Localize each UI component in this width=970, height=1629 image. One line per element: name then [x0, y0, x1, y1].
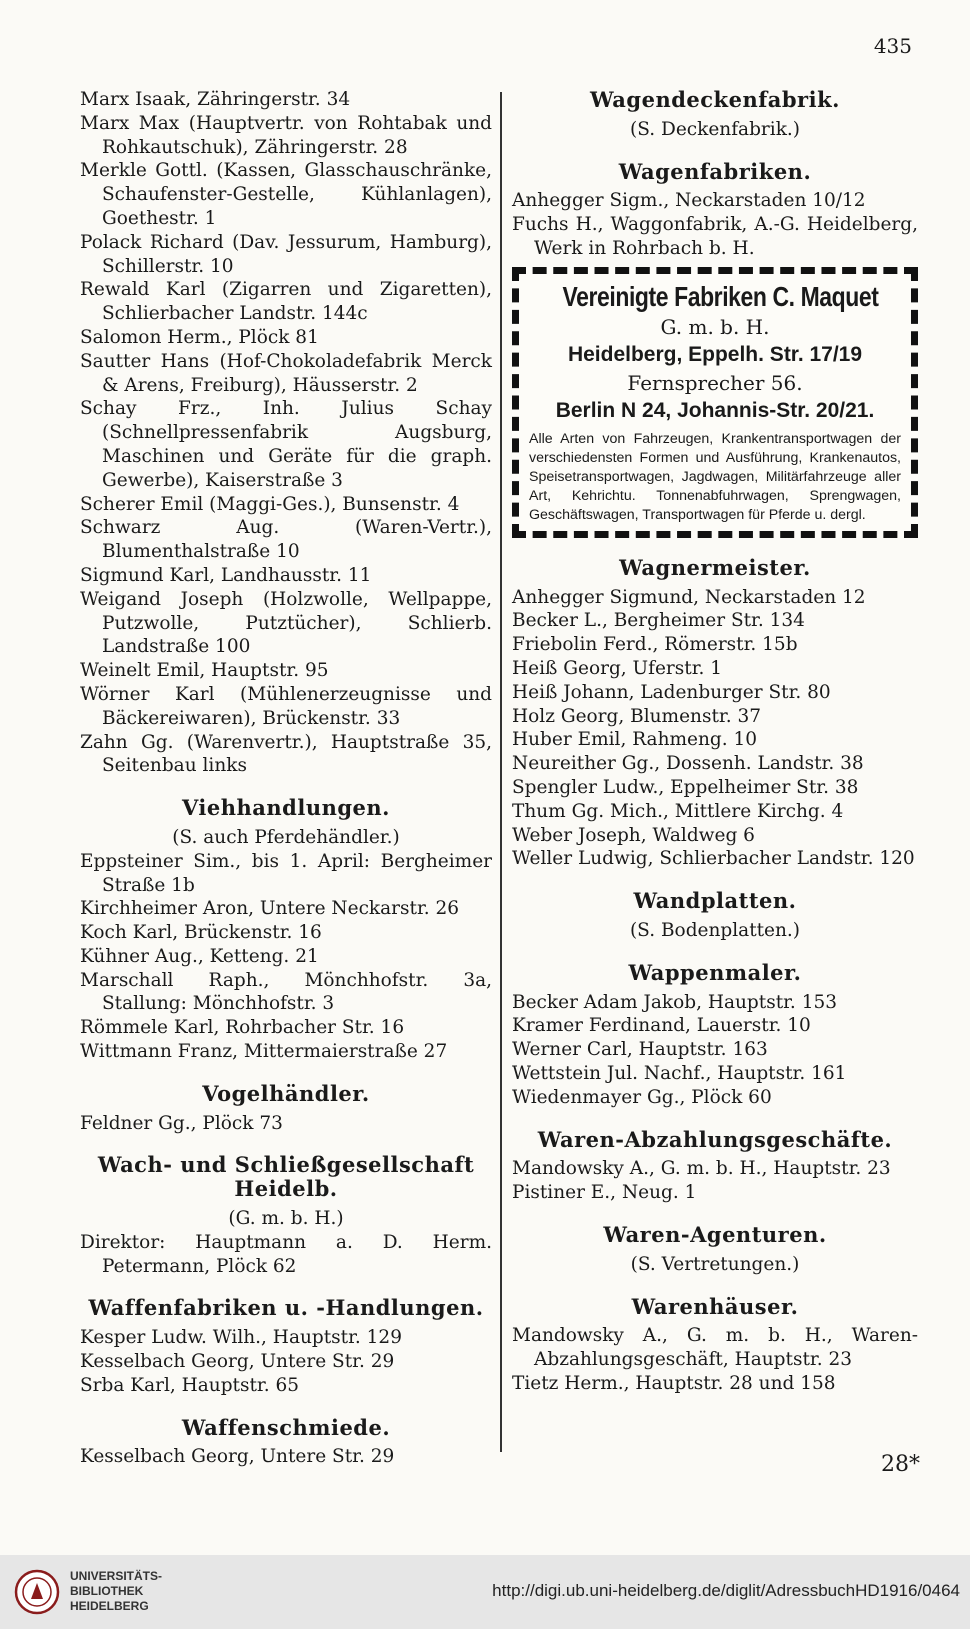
directory-entry: Holz Georg, Blumenstr. 37 — [512, 705, 762, 727]
right-column-bottom — [512, 556, 918, 1396]
directory-entry: Weller Ludwig, Schlierbacher Landstr. 120 — [512, 848, 915, 870]
section-heading: Waffenschmiede. — [181, 1414, 391, 1440]
directory-entry: Eppsteiner Sim., bis 1. April: Bergheimer Straße 1b — [80, 850, 492, 896]
directory-entry: Weber Joseph, Waldweg 6 — [512, 824, 755, 846]
directory-entry: Wettstein Jul. Nachf., Hauptstr. 161 — [512, 1062, 847, 1084]
directory-entry: Mandowsky A., G. m. b. H., Hauptstr. 23 — [512, 1158, 891, 1180]
ad-company-name: Vereinigte Fabriken C. Maquet — [562, 280, 879, 312]
directory-entry: Mandowsky A., G. m. b. H., Waren-Abzahlungsgeschäft, Hauptstr. 23 — [512, 1325, 918, 1371]
directory-entry: Fuchs H., Waggonfabrik, A.-G. Heidelberg, Werk in Rohrbach b. H. — [512, 214, 918, 259]
library-line-2: BIBLIOTHEK — [70, 1584, 144, 1598]
directory-entry: Wittmann Franz, Mittermaierstraße 27 — [80, 1041, 448, 1063]
directory-entry: Becker Adam Jakob, Hauptstr. 153 — [512, 991, 838, 1013]
directory-entry: Weinelt Emil, Hauptstr. 95 — [80, 660, 329, 682]
directory-entry: Feldner Gg., Plöck 73 — [80, 1112, 283, 1134]
section-heading: Vogelhändler. — [202, 1080, 370, 1106]
university-seal-icon — [14, 1569, 60, 1615]
directory-entry: Römmele Karl, Rohrbacher Str. 16 — [80, 1017, 405, 1039]
directory-entry: Huber Emil, Rahmeng. 10 — [512, 729, 758, 751]
source-url[interactable]: http://digi.ub.uni-heidelberg.de/diglit/AdressbuchHD1916/0464 — [492, 1581, 960, 1600]
ad-phone: Fernsprecher 56. — [627, 370, 803, 395]
directory-entry: Kesper Ludw. Wilh., Hauptstr. 129 — [80, 1327, 402, 1349]
ad-legal-form: G. m. b. H. — [660, 314, 770, 339]
directory-entry: Werner Carl, Hauptstr. 163 — [512, 1039, 768, 1061]
directory-entry: Pistiner E., Neug. 1 — [512, 1182, 697, 1204]
ad-address-berlin: Berlin N 24, Johannis-Str. 20/21. — [555, 398, 875, 422]
section-heading: Waren-Abzahlungsgeschäfte. — [537, 1126, 893, 1152]
right-column-top — [512, 88, 918, 261]
sheet-number: 28* — [881, 1452, 920, 1477]
directory-entry: Wiedenmayer Gg., Plöck 60 — [512, 1086, 772, 1108]
directory-entry: Marschall Raph., Mönchhofstr. 3a, Stallung: Mönchhofstr. 3 — [80, 969, 492, 1015]
directory-entry: Schay Frz., Inh. Julius Schay (Schnellpressenfabrik Augsburg, Maschinen und Geräte für die graph. Gewerbe), Kaiserstraße 3 — [80, 398, 492, 491]
viewer-footer — [0, 1555, 970, 1629]
directory-entry: Weigand Joseph (Holzwolle, Wellpappe, Putzwolle, Putztücher), Schlierb. Landstraße 100 — [80, 588, 492, 658]
directory-entry: Kesselbach Georg, Untere Str. 29 — [80, 1446, 395, 1468]
directory-entry: Polack Richard (Dav. Jessurum, Hamburg), Schillerstr. 10 — [80, 231, 492, 277]
directory-entry: Sigmund Karl, Landhausstr. 11 — [80, 564, 372, 586]
directory-entry: Becker L., Bergheimer Str. 134 — [512, 610, 805, 632]
cross-reference-note: (S. Vertretungen.) — [630, 1253, 800, 1275]
directory-entry: Schwarz Aug. (Waren-Vertr.), Blumenthalstraße 10 — [80, 517, 492, 563]
cross-reference-note: (S. Deckenfabrik.) — [630, 118, 800, 140]
section-heading: Waffenfabriken u. -Handlungen. — [88, 1295, 484, 1321]
directory-entry: Tietz Herm., Hauptstr. 28 und 158 — [512, 1372, 836, 1394]
library-line-3: HEIDELBERG — [70, 1599, 149, 1613]
directory-entry: Marx Isaak, Zähringerstr. 34 — [80, 89, 351, 110]
page-number: 435 — [873, 34, 912, 58]
section-heading: Wach- und Schließgesellschaft Heidelb. — [97, 1152, 475, 1202]
directory-entry: Merkle Gottl. (Kassen, Glasschauschränke, Schaufenster-Gestelle, Kühlanlagen), Goethestr. 1 — [80, 160, 492, 229]
cross-reference-note: (S. Bodenplatten.) — [629, 919, 801, 941]
ad-address-heidelberg: Heidelberg, Eppelh. Str. 17/19 — [567, 342, 863, 366]
directory-entry: Kramer Ferdinand, Lauerstr. 10 — [512, 1015, 811, 1037]
section-heading: Warenhäuser. — [631, 1293, 799, 1319]
directory-entry: Srba Karl, Hauptstr. 65 — [80, 1374, 300, 1396]
directory-entry: Thum Gg. Mich., Mittlere Kirchg. 4 — [512, 800, 844, 822]
directory-entry: Wörner Karl (Mühlenerzeugnisse und Bäckereiwaren), Brückenstr. 33 — [80, 683, 492, 729]
advertisement — [512, 267, 918, 538]
directory-entry: Koch Karl, Brückenstr. 16 — [80, 922, 322, 944]
directory-entry: Zahn Gg. (Warenvertr.), Hauptstraße 35, Seitenbau links — [80, 731, 492, 777]
directory-entry: Spengler Ludw., Eppelheimer Str. 38 — [512, 776, 859, 798]
directory-entry: Direktor: Hauptmann a. D. Herm. Petermann, Plöck 62 — [80, 1231, 492, 1277]
directory-entry: Neureither Gg., Dossenh. Landstr. 38 — [512, 753, 864, 775]
directory-entry: Sautter Hans (Hof-Chokoladefabrik Merck & Arens, Freiburg), Häusserstr. 2 — [80, 350, 492, 396]
section-heading: Viehhandlungen. — [182, 795, 390, 821]
directory-entry: Marx Max (Hauptvertr. von Rohtabak und Rohkautschuk), Zähringerstr. 28 — [80, 112, 492, 158]
directory-entry: Kesselbach Georg, Untere Str. 29 — [80, 1351, 395, 1373]
directory-entry: Kirchheimer Aron, Untere Neckarstr. 26 — [80, 898, 460, 920]
directory-entry: Scherer Emil (Maggi-Ges.), Bunsenstr. 4 — [80, 493, 460, 515]
section-heading: Wagendeckenfabrik. — [590, 87, 840, 112]
column-divider — [500, 92, 502, 1452]
directory-entry: Rewald Karl (Zigarren und Zigaretten), Schlierbacher Landstr. 144c — [80, 279, 492, 325]
section-heading: Wappenmaler. — [628, 959, 802, 985]
section-heading: Wagnermeister. — [619, 554, 811, 580]
ad-description: Alle Arten von Fahrzeugen, Krankentransportwagen der verschiedensten Formen und Ausführung, Krankenautos, Speisetransportwagen, Jagdwagen, Militärfahrzeuge aller Art, Kehrichtu. Tonnenabfuhrwagen, Sprengwagen, Geschäftswagen, Transportwagen für Pferde u. dergl. — [529, 430, 901, 523]
section-heading: Wagenfabriken. — [618, 158, 812, 184]
directory-entry: Salomon Herm., Plöck 81 — [80, 326, 319, 348]
library-line-1: UNIVERSITÄTS- — [70, 1569, 163, 1583]
directory-entry: Anhegger Sigm., Neckarstaden 10/12 — [512, 190, 866, 212]
right-column — [512, 88, 918, 1396]
directory-entry: Heiß Johann, Ladenburger Str. 80 — [512, 681, 831, 703]
left-column — [80, 88, 492, 1469]
library-name — [70, 1569, 162, 1614]
directory-entry: Kühner Aug., Ketteng. 21 — [80, 945, 319, 967]
section-heading: Wandplatten. — [633, 888, 797, 914]
directory-entry: Heiß Georg, Uferstr. 1 — [512, 657, 723, 679]
directory-entry: Friebolin Ferd., Römerstr. 15b — [512, 634, 798, 656]
section-heading: Waren-Agenturen. — [603, 1221, 827, 1247]
directory-entry: Anhegger Sigmund, Neckarstaden 12 — [512, 586, 866, 608]
cross-reference-note: (S. auch Pferdehändler.) — [172, 826, 400, 848]
cross-reference-note: (G. m. b. H.) — [228, 1208, 344, 1230]
